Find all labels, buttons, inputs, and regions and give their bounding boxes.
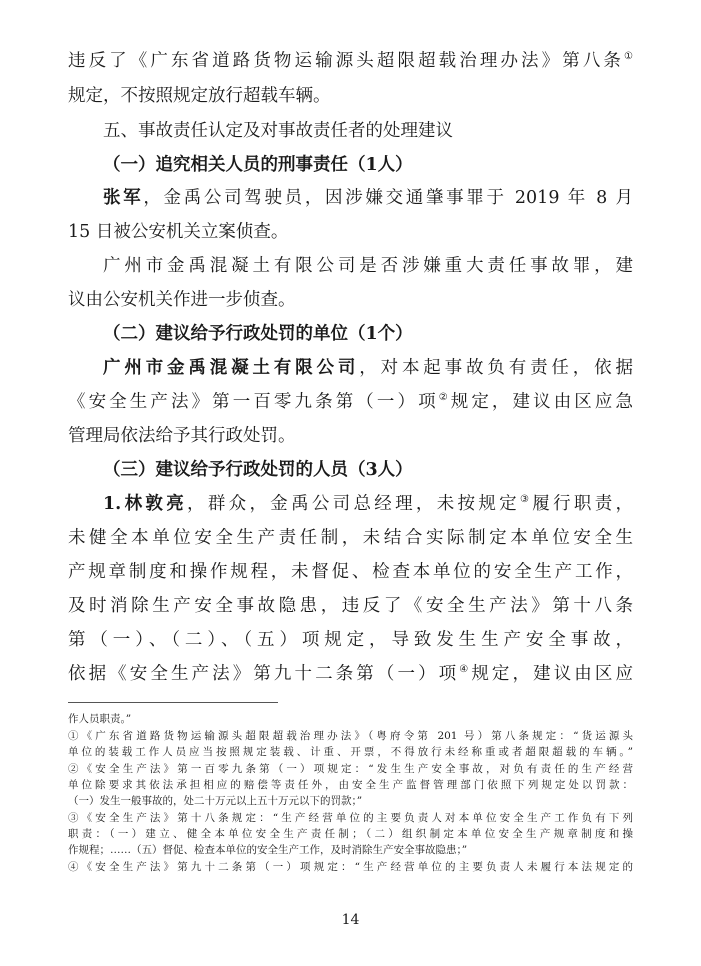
- paragraph-line: 规定，不按照规定放行超载车辆。: [68, 86, 331, 106]
- paragraph-line: 依据《安全生产法》第九十二条第（一）项④规定，建议由区应: [68, 664, 633, 684]
- paragraph-line: 议由公安机关作进一步侦查。: [68, 290, 296, 310]
- footnote-2: ②《安全生产法》第一百零九条第（一）项规定：“发生生产安全事故，对负有责任的生产经营: [68, 763, 633, 775]
- paragraph-line: 广州市金禹混凝土有限公司是否涉嫌重大责任事故罪，建: [103, 256, 633, 276]
- paragraph-line: 15 日被公安机关立案侦查。: [68, 222, 289, 242]
- footnote-ref-3: ③: [519, 494, 533, 506]
- paragraph-line: 第（一）、（二）、（五）项规定，导致发生生产安全事故，: [68, 630, 633, 650]
- paragraph-line: 违反了《广东省道路货物运输源头超限超载治理办法》第八条①: [68, 51, 633, 71]
- footnote-divider: [68, 702, 278, 703]
- footnote-ref-2: ②: [438, 392, 451, 404]
- paragraph-line: 产规章制度和操作规程，未督促、检查本单位的安全生产工作，: [68, 562, 633, 582]
- footnote-line: （一）发生一般事故的，处二十万元以上五十万元以下的罚款；”: [68, 795, 363, 807]
- person-name: 张军: [103, 188, 144, 208]
- subheading-unit: （二）建议给予行政处罚的单位（1个）: [103, 324, 413, 344]
- footnote-3: ③《安全生产法》第十八条规定：“生产经营单位的主要负责人对本单位安全生产工作负有下列: [68, 812, 633, 824]
- company-name: 广州市金禹混凝土有限公司: [103, 358, 360, 378]
- footnote-line: 作人员职责。”: [68, 713, 132, 725]
- page-number: 14: [341, 912, 360, 928]
- paragraph-line: 张军，金禹公司驾驶员，因涉嫌交通肇事罪于 2019 年 8 月: [103, 188, 634, 208]
- paragraph-line: 广州市金禹混凝土有限公司，对本起事故负有责任，依据: [103, 358, 633, 378]
- footnote-line: 作规程；……（五）督促、检查本单位的安全生产工作，及时消除生产安全事故隐患；”: [68, 844, 468, 856]
- footnote-4: ④《安全生产法》第九十二条第（一）项规定：“生产经营单位的主要负责人未履行本法规定的: [68, 861, 633, 873]
- paragraph-line: 1.林敦亮，群众，金禹公司总经理，未按规定③履行职责，: [103, 494, 634, 514]
- subheading-persons: （三）建议给予行政处罚的人员（3人）: [103, 460, 413, 480]
- person-name: 1.林敦亮: [103, 494, 188, 514]
- footnote-ref-4: ④: [459, 664, 472, 676]
- footnote-line: 职责：（一）建立、健全本单位安全生产责任制；（二）组织制定本单位安全生产规章制度和操: [68, 828, 633, 840]
- paragraph-line: 未健全本单位安全生产责任制，未结合实际制定本单位安全生: [68, 528, 633, 548]
- paragraph-line: 及时消除生产安全事故隐患，违反了《安全生产法》第十八条: [68, 596, 633, 616]
- footnote-ref-1: ①: [624, 51, 633, 63]
- footnote-line: 单位的装载工作人员应当按照规定装载、计重、开票，不得放行未经称重或者超限超载的车辆。”: [68, 746, 633, 758]
- footnote-line: 单位除要求其依法承担相应的赔偿等责任外，由安全生产监督管理部门依照下列规定处以罚款：: [68, 779, 633, 791]
- paragraph-line: 管理局依法给予其行政处罚。: [68, 426, 296, 446]
- subheading-criminal: （一）追究相关人员的刑事责任（1人）: [103, 155, 413, 175]
- section-heading-5: 五、事故责任认定及对事故责任者的处理建议: [103, 121, 453, 141]
- footnote-1: ①《广东省道路货物运输源头超限超载治理办法》（粤府令第 201 号）第八条规定：“货运源头: [68, 730, 633, 742]
- paragraph-line: 《安全生产法》第一百零九条第（一）项②规定，建议由区应急: [68, 392, 633, 412]
